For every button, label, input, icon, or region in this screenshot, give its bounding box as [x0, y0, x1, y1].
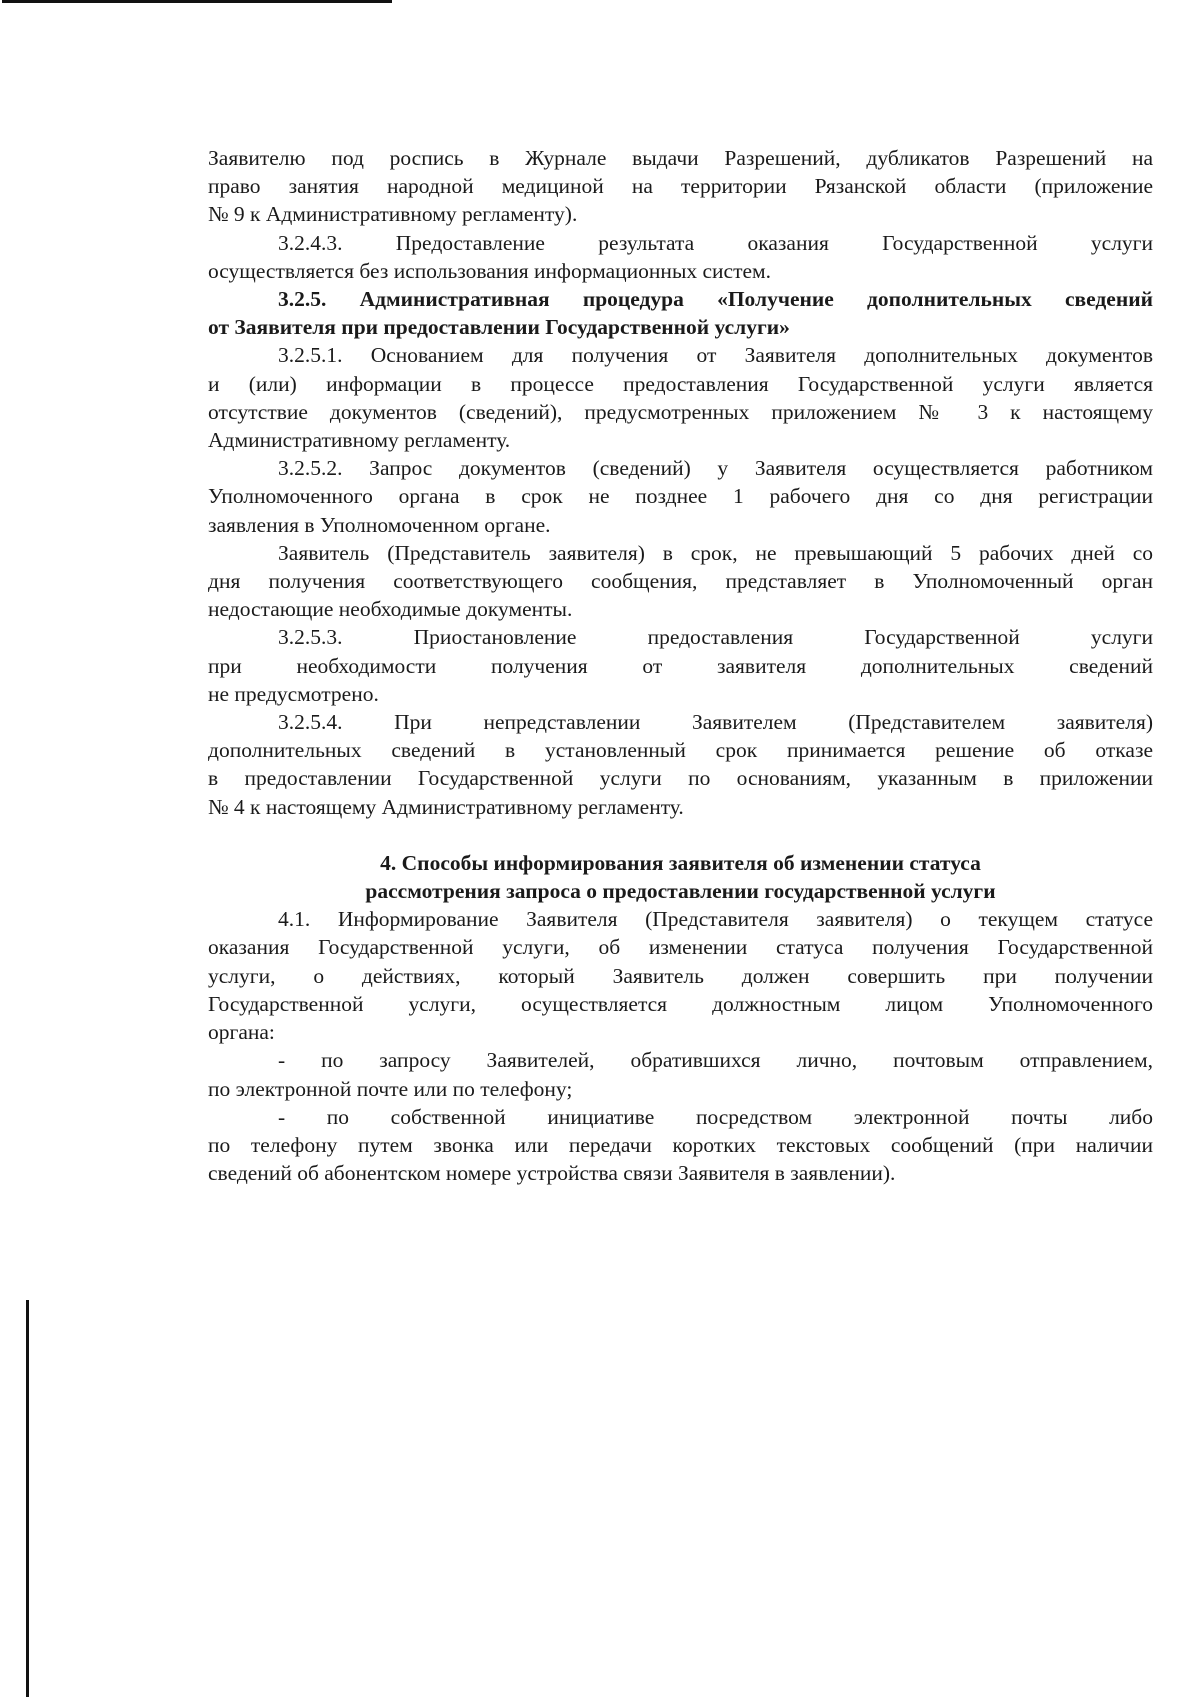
text-line: Административному регламенту.: [208, 428, 511, 453]
text-line: дня получения соответствующего сообщения, представляет в Уполномоченный орган: [208, 569, 1153, 594]
text-line: дополнительных сведений в установленный срок принимается решение об отказе: [208, 738, 1153, 763]
heading-3-2-5: [208, 285, 1153, 341]
text-line: и (или) информации в процессе предоставления Государственной услуги является: [208, 371, 1153, 396]
section-title-line: рассмотрения запроса о предоставлении государственной услуги: [365, 879, 996, 904]
text-line: 3.2.5.4. При непредставлении Заявителем (Представителем заявителя): [278, 710, 1153, 735]
text-line: № 4 к настоящему Административному регламенту.: [208, 794, 684, 819]
text-line: 4.1. Информирование Заявителя (Представителя заявителя) о текущем статусе: [278, 907, 1153, 932]
text-line: отсутствие документов (сведений), предусмотренных приложением № 3 к настоящему: [208, 399, 1153, 424]
text-line: право занятия народной медициной на территории Рязанской области (приложение: [208, 174, 1153, 199]
text-line: в предоставлении Государственной услуги по основаниям, указанным в приложении: [208, 766, 1153, 791]
text-line: недостающие необходимые документы.: [208, 597, 573, 622]
text-line: при необходимости получения от заявителя дополнительных сведений: [208, 653, 1153, 678]
paragraph-3-2-5-4: [208, 708, 1153, 821]
text-line: 3.2.5.2. Запрос документов (сведений) у Заявителя осуществляется работником: [278, 456, 1153, 481]
text-line: 3.2.5.1. Основанием для получения от Заявителя дополнительных документов: [278, 343, 1153, 368]
paragraph-journal-issuance: [208, 144, 1153, 229]
text-line: по электронной почте или по телефону;: [208, 1076, 573, 1101]
section-title-line: 4. Способы информирования заявителя об изменении статуса: [380, 850, 981, 875]
text-line: осуществляется без использования информационных систем.: [208, 258, 772, 283]
list-item-on-request: [208, 1046, 1153, 1102]
text-line: услуги, о действиях, который Заявитель должен совершить при получении: [208, 963, 1153, 988]
text-line: 3.2.5.3. Приостановление предоставления Государственной услуги: [278, 625, 1153, 650]
text-line: - по запросу Заявителей, обратившихся лично, почтовым отправлением,: [278, 1048, 1153, 1073]
text-line: Государственной услуги, осуществляется должностным лицом Уполномоченного: [208, 991, 1153, 1016]
text-line: по телефону путем звонка или передачи коротких текстовых сообщений (при наличии: [208, 1132, 1153, 1157]
text-line: не предусмотрено.: [208, 681, 379, 706]
text-line: заявления в Уполномоченном органе.: [208, 512, 551, 537]
scan-edge-mark-top: [2, 0, 392, 3]
heading-line: от Заявителя при предоставлении Государственной услуги»: [208, 315, 790, 340]
list-item-own-initiative: [208, 1103, 1153, 1188]
document-page: [208, 144, 1153, 1187]
text-line: Уполномоченного органа в срок не позднее 1 рабочего дня со дня регистрации: [208, 484, 1153, 509]
text-line: Заявителю под роспись в Журнале выдачи Разрешений, дубликатов Разрешений на: [208, 146, 1153, 170]
text-line: - по собственной инициативе посредством электронной почты либо: [278, 1104, 1153, 1129]
scan-edge-mark-left: [26, 1300, 29, 1697]
paragraph-4-1: [208, 905, 1153, 1046]
text-line: оказания Государственной услуги, об изменении статуса получения Государственной: [208, 935, 1153, 960]
heading-line: 3.2.5. Административная процедура «Получение дополнительных сведений: [278, 287, 1153, 312]
paragraph-3-2-5-3: [208, 623, 1153, 708]
paragraph-applicant-deadline: [208, 539, 1153, 624]
text-line: 3.2.4.3. Предоставление результата оказания Государственной услуги: [278, 230, 1153, 255]
paragraph-3-2-5-2: [208, 454, 1153, 539]
section-title-4: [208, 849, 1153, 905]
text-line: сведений об абонентском номере устройства связи Заявителя в заявлении).: [208, 1161, 896, 1186]
paragraph-3-2-4-3: [208, 229, 1153, 285]
text-line: Заявитель (Представитель заявителя) в срок, не превышающий 5 рабочих дней со: [278, 540, 1153, 565]
text-line: № 9 к Административному регламенту).: [208, 202, 578, 227]
paragraph-3-2-5-1: [208, 341, 1153, 454]
text-line: органа:: [208, 1020, 275, 1045]
